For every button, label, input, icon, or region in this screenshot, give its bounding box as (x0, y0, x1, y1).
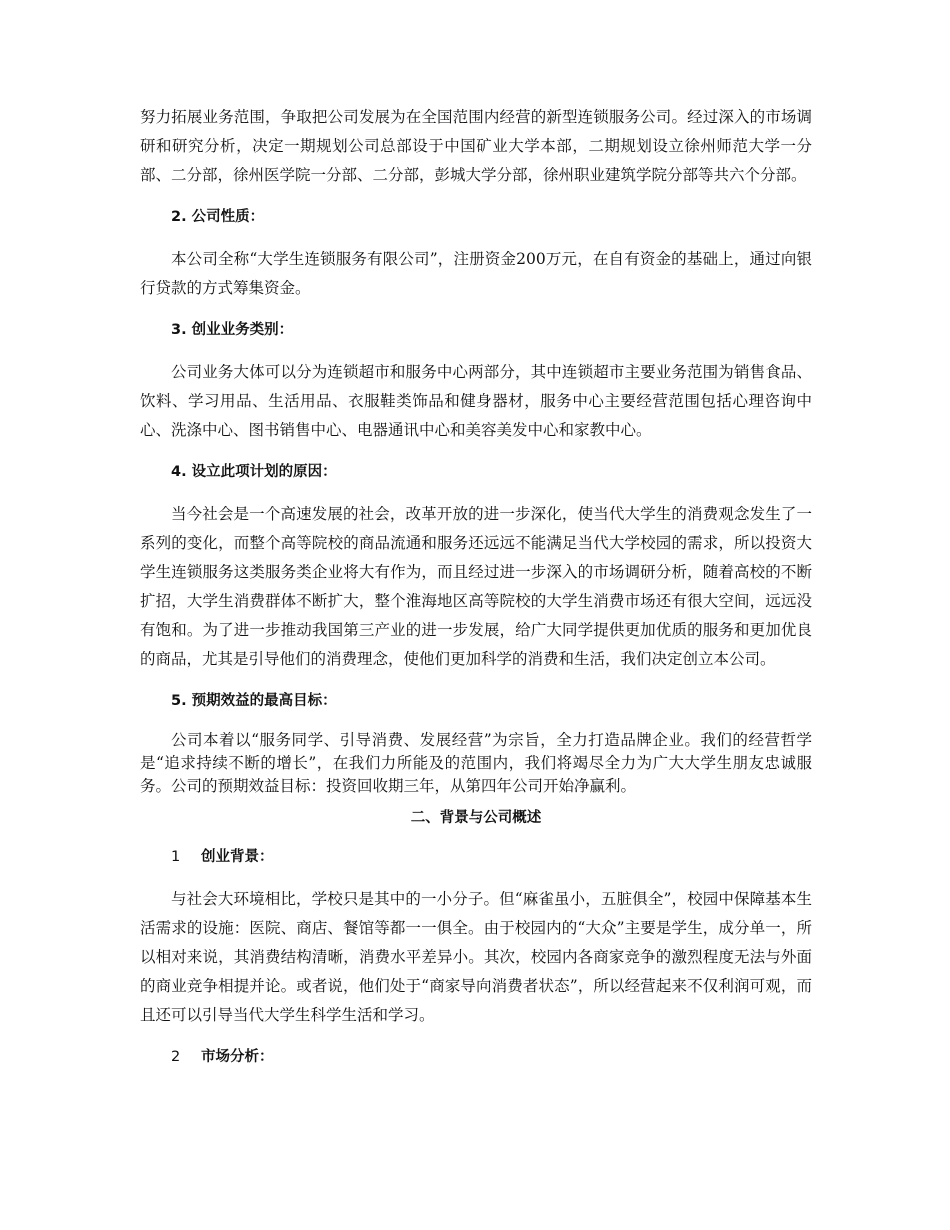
section-body-business-category: 公司业务大体可以分为连锁超市和服务中心两部分，其中连锁超市主要业务范围为销售食品、饮料、学习用品、生活用品、衣服鞋类饰品和健身器材，服务中心主要经营范围包括心理咨询中心、洗涤中心、图书销售中心、电器通讯中心和美容美发中心和家教中心。 (140, 363, 812, 439)
section-heading-plan-reason: 4. 设立此项计划的原因： (171, 464, 337, 480)
subsection-number: 1 (171, 849, 181, 865)
subsection-heading-market-analysis (140, 1043, 812, 1072)
subsection-heading-label: 创业背景： (201, 849, 274, 865)
subsection-heading-startup-background (140, 843, 812, 872)
intro-paragraph: 努力拓展业务范围，争取把公司发展为在全国范围内经营的新型连锁服务公司。经过深入的市场调研和研究分析，决定一期规划公司总部设于中国矿业大学本部，二期规划设立徐州师范大学一分部、二分部，徐州医学院一分部、二分部，彭城大学分部，徐州职业建筑学院分部等共六个分部。 (140, 108, 812, 184)
document-body (140, 103, 812, 1072)
subsection-heading-label: 市场分析： (201, 1049, 274, 1065)
section-body-plan-reason: 当今社会是一个高速发展的社会，改革开放的进一步深化，使当代大学生的消费观念发生了一系列的变化，而整个高等院校的商品流通和服务还远远不能满足当代大学校园的需求，所以投资大学生连锁服务这类服务类企业将大有作为，而且经过进一步深入的市场调研分析，随着高校的不断扩招，大学生消费群体不断扩大，整个淮海地区高等院校的大学生消费市场还有很大空间，远远没有饱和。为了进一步推动我国第三产业的进一步发展，给广大同学提供更加优质的服务和更加优良的商品，尤其是引导他们的消费理念，使他们更加科学的消费和生活，我们决定创立本公司。 (140, 505, 812, 668)
chapter-title: 二、背景与公司概述 (410, 810, 542, 826)
section-body-company-nature: 本公司全称“大学生连锁服务有限公司”，注册资金200万元，在自有资金的基础上，通过向银行贷款的方式筹集资金。 (140, 250, 812, 297)
section-heading-business-category: 3. 创业业务类别： (171, 322, 294, 338)
section-heading-expected-benefit: 5. 预期效益的最高目标： (171, 693, 337, 709)
subsection-body-startup-background: 与社会大环境相比，学校只是其中的一小分子。但“麻雀虽小，五脏俱全”，校园中保障基本生活需求的设施：医院、商店、餐馆等都一一俱全。由于校园内的“大众”主要是学生，成分单一，所以相对来说，其消费结构清晰，消费水平差异小。其次，校园内各商家竞争的激烈程度无法与外面的商业竞争相提并论。或者说，他们处于“商家导向消费者状态”，所以经营起来不仅利润可观，而且还可以引导当代大学生科学生活和学习。 (140, 890, 812, 1024)
section-body-expected-benefit: 公司本着以“服务同学、引导消费、发展经营”为宗旨，全力打造品牌企业。我们的经营哲学是“追求持续不断的增长”，在我们力所能及的范围内，我们将竭尽全力为广大大学生朋友忠诚服务。公司的预期效益目标：投资回收期三年，从第四年公司开始净赢利。 (140, 731, 812, 795)
section-heading-company-nature: 2. 公司性质： (171, 209, 265, 225)
subsection-number: 2 (171, 1049, 181, 1065)
